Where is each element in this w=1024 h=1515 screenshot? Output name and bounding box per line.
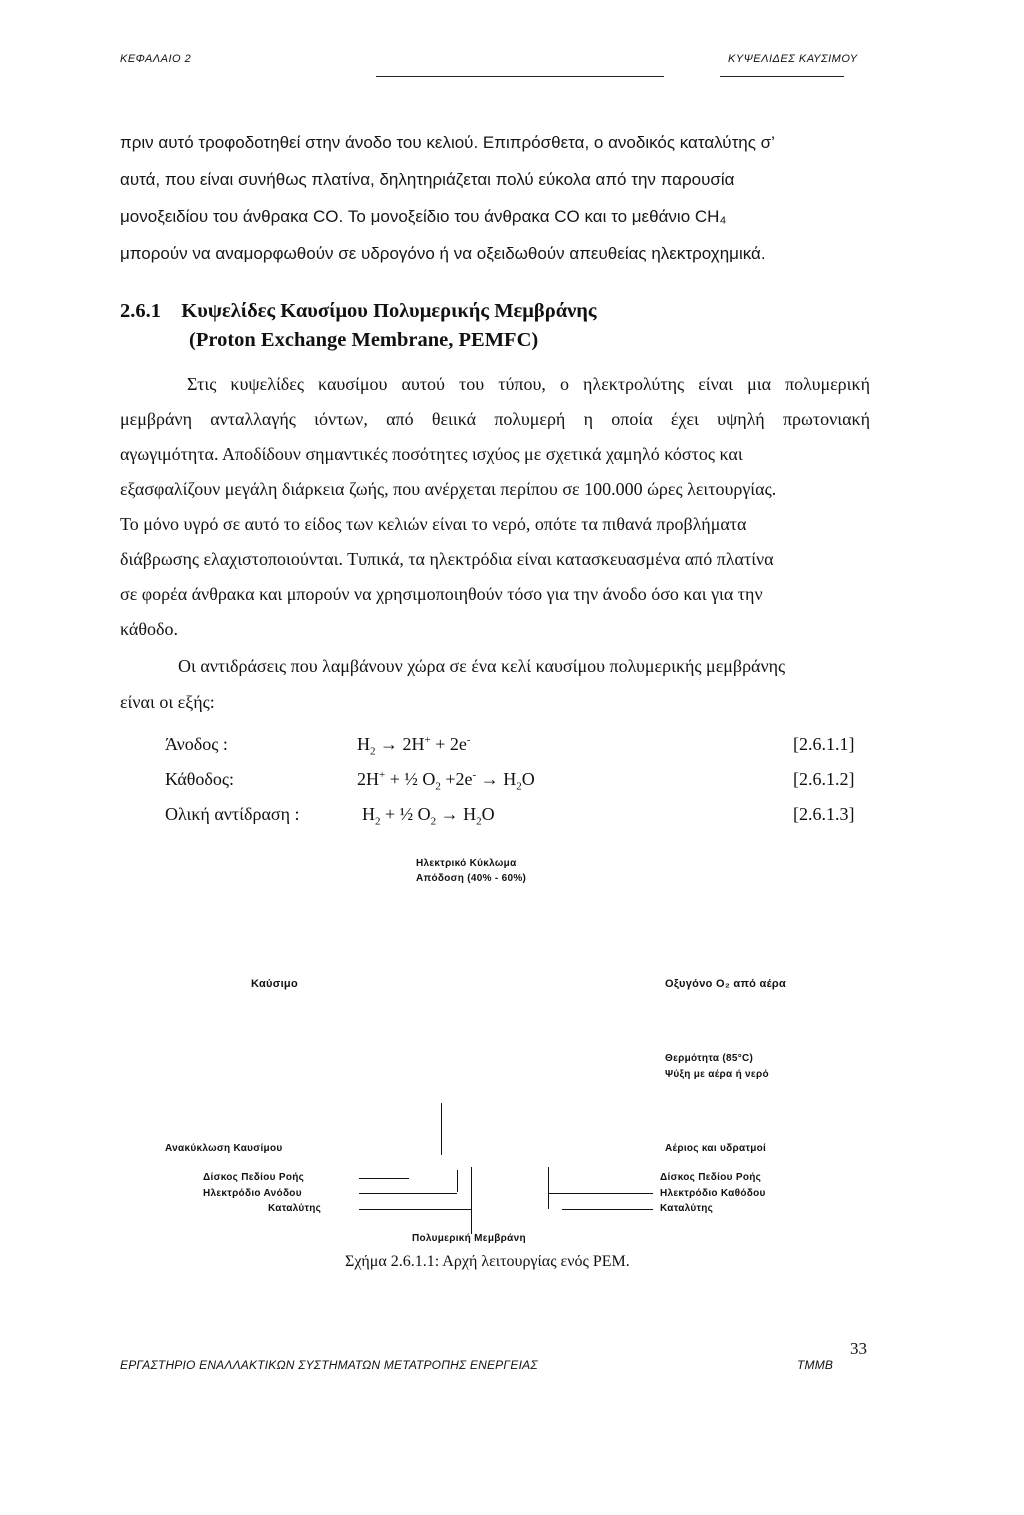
reaction-overall-label: Ολική αντίδραση : xyxy=(165,804,300,824)
diagram-circuit-wire xyxy=(441,1103,442,1155)
diagram-left-flow-label: Δίσκος Πεδίου Ροής xyxy=(203,1172,305,1183)
intro-line-2: αυτά, που είναι συνήθως πλατίνα, δηλητηριάζεται πολύ εύκολα από την παρουσία xyxy=(120,170,735,189)
intro-line-1: πριν αυτό τροφοδοτηθεί στην άνοδο του κελιού. Επιπρόσθετα, ο ανοδικός καταλύτης σ’ xyxy=(120,133,775,152)
section-title: Κυψελίδες Καυσίμου Πολυμερικής Μεμβράνης xyxy=(181,300,597,322)
reaction-cathode-equation: 2H+ + ½ $O_2 +2e^- \to H_2O$ xyxy=(357,769,535,793)
reaction-overall-equation: $H_2$ + ½ $O_2 \to H_2O$ xyxy=(362,804,495,828)
footer-dept: ΤΜΜΒ xyxy=(797,1358,834,1372)
diagram-efficiency-label: Απόδοση (40% - 60%) xyxy=(416,873,527,884)
section-heading xyxy=(120,300,597,323)
reaction-overall-ref: [2.6.1.3] xyxy=(793,804,855,824)
para1-line-8: κάθοδο. xyxy=(120,619,178,639)
section-subtitle: (Proton Exchange Membrane, PEMFC) xyxy=(189,329,539,351)
para1-line-6: διάβρωσης ελαχιστοποιούνται. Τυπικά, τα ηλεκτρόδια είναι κατασκευασμένα από πλατίνα xyxy=(120,549,774,569)
diagram-circuit-label: Ηλεκτρικό Κύκλωμα xyxy=(416,858,517,869)
diagram-right-catalyst-label: Καταλύτης xyxy=(660,1203,714,1214)
diagram-right-electrode-leader xyxy=(548,1193,653,1194)
reaction-cathode-label: Κάθοδος: xyxy=(165,769,234,789)
footer-lab-name: ΕΡΓΑΣΤΗΡΙΟ ΕΝΑΛΛΑΚΤΙΚΩΝ ΣΥΣΤΗΜΑΤΩΝ ΜΕΤΑΤΡΟΠΗΣ ΕΝΕΡΓΕΙΑΣ xyxy=(120,1358,538,1372)
diagram-membrane-label: Πολυμερική Μεμβράνη xyxy=(412,1233,526,1244)
header-rule-left xyxy=(376,76,664,77)
header-chapter: ΚΕΦΑΛΑΙΟ 2 xyxy=(120,53,192,65)
diagram-right-catalyst-leader xyxy=(562,1209,653,1210)
diagram-left-electrode-label: Ηλεκτρόδιο Ανόδου xyxy=(203,1188,302,1199)
reaction-anode-equation: $H_2 \to 2H^+ + 2e^-$ xyxy=(357,734,471,758)
intro-line-4: μπορούν να αναμορφωθούν σε υδρογόνο ή να οξειδωθούν απευθείας ηλεκτροχημικά. xyxy=(120,244,766,263)
diagram-heat-label: Θερμότητα (85°C) xyxy=(665,1053,754,1064)
diagram-membrane-left xyxy=(471,1167,472,1234)
intro-line-3: μονοξειδίου του άνθρακα CO. Το μονοξείδιο του άνθρακα CO και το μεθάνιο CH₄ xyxy=(120,207,727,226)
para1-line-2: μεμβράνη ανταλλαγής ιόντων, από θειικά πολυμερή η οποία έχει υψηλή πρωτονιακή xyxy=(120,409,870,429)
page-number: 33 xyxy=(850,1339,867,1358)
diagram-anode-edge xyxy=(457,1170,458,1192)
diagram-left-catalyst-label: Καταλύτης xyxy=(268,1203,322,1214)
para1-line-1: Στις κυψελίδες καυσίμου αυτού του τύπου, ο ηλεκτρολύτης είναι μια πολυμερική xyxy=(187,374,870,394)
section-number: 2.6.1 xyxy=(120,300,161,322)
reaction-cathode-ref: [2.6.1.2] xyxy=(793,769,855,789)
diagram-recycle-label: Ανακύκλωση Καυσίμου xyxy=(165,1143,283,1154)
diagram-cooling-label: Ψύξη με αέρα ή νερό xyxy=(665,1069,769,1080)
diagram-fuel-label: Καύσιμο xyxy=(251,978,298,990)
diagram-left-electrode-leader xyxy=(359,1193,457,1194)
para2-line-1: Οι αντιδράσεις που λαμβάνουν χώρα σε ένα κελί καυσίμου πολυμερικής μεμβράνης xyxy=(178,656,786,676)
reaction-anode-ref: [2.6.1.1] xyxy=(793,734,855,754)
diagram-left-flow-leader xyxy=(359,1178,409,1179)
para1-line-4: εξασφαλίζουν μεγάλη διάρκεια ζωής, που ανέρχεται περίπου σε 100.000 ώρες λειτουργίας. xyxy=(120,479,777,499)
header-title: ΚΥΨΕΛΙΔΕΣ ΚΑΥΣΙΜΟΥ xyxy=(728,53,858,65)
para1-line-7: σε φορέα άνθρακα και μπορούν να χρησιμοποιηθούν τόσο για την άνοδο όσο και για την xyxy=(120,584,763,604)
diagram-cathode-edge xyxy=(548,1167,549,1209)
diagram-oxygen-label: Οξυγόνο O₂ από αέρα xyxy=(665,978,787,990)
header-rule-right xyxy=(720,76,844,77)
para1-line-5: Το μόνο υγρό σε αυτό το είδος των κελιών είναι το νερό, οπότε τα πιθανά προβλήματα xyxy=(120,514,747,534)
diagram-left-catalyst-leader xyxy=(359,1209,471,1210)
para1-line-3: αγωγιμότητα. Αποδίδουν σημαντικές ποσότητες ισχύος με σχετικά χαμηλό κόστος και xyxy=(120,444,743,464)
diagram-exhaust-label: Αέριος και υδρατμοί xyxy=(665,1143,767,1154)
diagram-right-flow-label: Δίσκος Πεδίου Ροής xyxy=(660,1172,762,1183)
figure-caption: Σχήμα 2.6.1.1: Αρχή λειτουργίας ενός PEM. xyxy=(345,1253,630,1270)
reaction-anode-label: Άνοδος : xyxy=(165,734,228,754)
diagram-right-electrode-label: Ηλεκτρόδιο Καθόδου xyxy=(660,1188,766,1199)
para2-line-2: είναι οι εξής: xyxy=(120,692,215,712)
